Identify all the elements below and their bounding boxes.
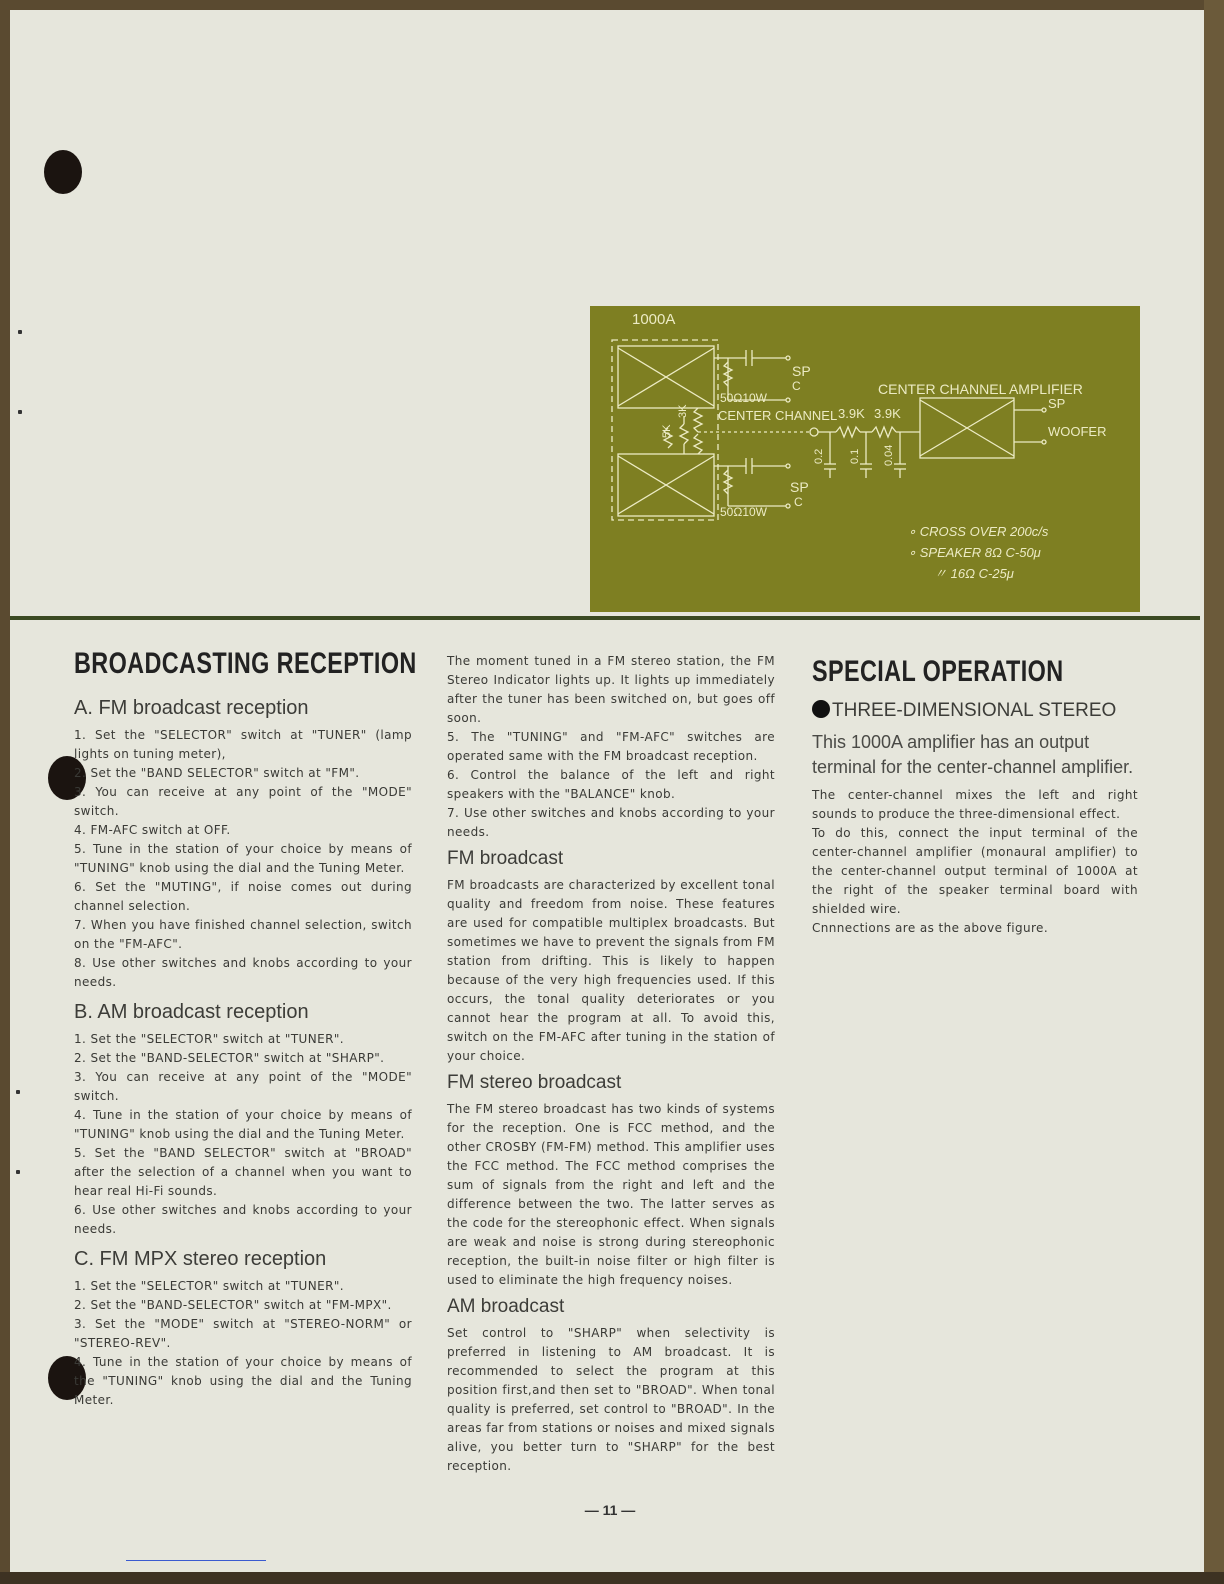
connection-paragraph: To do this, connect the input terminal of the center-channel amplifier (monaural amplifier) to the center-channel output terminal of 1000A at the right of the speaker terminal board with shielded wire. [812,826,1138,916]
list-item: 2. Set the "BAND-SELECTOR" switch at "FM-MPX". [74,1298,392,1312]
am-reception-heading: B. AM broadcast reception [74,1001,309,1023]
diagram-r-39k-b: 3.9K [874,406,901,421]
section-divider [10,616,1200,620]
diagram-note-crossover: ∘ CROSS OVER 200c/s [908,524,1049,539]
diagram-cap-01: 0.1 [849,448,861,464]
list-item: 4. Tune in the station of your choice by means of "TUNING" knob using the dial and the Tuning Meter. [74,1108,412,1141]
diagram-r-top: 50Ω10W [720,391,767,405]
list-item: 5. Set the "BAND SELECTOR" switch at "BROAD" after the selection of a channel when you want to hear real Hi-Fi sounds. [74,1146,412,1198]
am-broadcast-heading: AM broadcast [447,1296,565,1317]
diagram-note-speaker-8: ∘ SPEAKER 8Ω C-50μ [908,545,1041,560]
list-item: 3. Set the "MODE" switch at "STEREO-NORM" or "STEREO-REV". [74,1317,412,1350]
fm-broadcast-heading: FM broadcast [447,848,564,869]
list-item: 1. Set the "SELECTOR" switch at "TUNER". [74,1032,344,1046]
center-channel-lead: This 1000A amplifier has an output terminal for the center-channel amplifier. [812,732,1134,777]
diagram-center-channel-label: CENTER CHANNEL [718,408,838,423]
connection-note: Cnnnections are as the above figure. [812,921,1049,935]
column-broadcast-notes [447,652,775,1476]
list-item: 3. You can receive at any point of the "MODE" switch. [74,1070,412,1103]
list-item: 7. When you have finished channel selection, switch on the "FM-AFC". [74,918,412,951]
list-item: 2. Set the "BAND SELECTOR" switch at "FM". [74,766,360,780]
list-item: 6. Set the "MUTING", if noise comes out during channel selection. [74,880,412,913]
diagram-r-bottom: 50Ω10W [720,505,767,519]
margin-mark [18,410,22,414]
special-operation-title: SPECIAL OPERATION [812,655,1064,688]
bullet-icon [812,700,830,718]
diagram-sp-top: SP [792,363,811,379]
list-item: 1. Set the "SELECTOR" switch at "TUNER". [74,1279,344,1293]
list-item: 8. Use other switches and knobs according to your needs. [74,956,412,989]
list-item: 5. Tune in the station of your choice by means of "TUNING" knob using the dial and the Tuning Meter. [74,842,412,875]
column-special-operation [812,648,1138,938]
diagram-sp-out: SP [1048,396,1066,411]
stereo-indicator-paragraph: The moment tuned in a FM stereo station, the FM Stereo Indicator lights up. It lights up immediately after the tuner has been switched on, but goes off soon. [447,654,775,725]
stray-underline [126,1560,266,1561]
three-dimensional-heading-text: THREE-DIMENSIONAL STEREO [832,700,1117,721]
diagram-c-bottom: C [794,495,803,509]
diagram-cap-004: 0.04 [883,444,895,466]
diagram-cca-label: CENTER CHANNEL AMPLIFIER [878,381,1083,397]
diagram-cap-02: 0.2 [813,448,825,464]
am-broadcast-paragraph: Set control to "SHARP" when selectivity is preferred in listening to AM broadcast. It is recommended to select the program at this position first,and then set to "BROAD". When tonal quality is preferred, set control to "BROAD". In the areas far from stations or noises and mixed signals alive, you better turn to "SHARP" for the best reception. [447,1326,775,1473]
fm-stereo-broadcast-paragraph: The FM stereo broadcast has two kinds of systems for the reception. One is FCC method, and the other CROSBY (FM-FM) method. This amplifier uses the FCC method. The FCC method comprises the sum of signals from the right and left and the difference between the two. The latter serves as the code for the stereophonic effect. When signals are weak and noise is strong during stereophonic reception, the built-in noise filter or high filter is used to eliminate the high frequency noises. [447,1102,775,1287]
list-item: 1. Set the "SELECTOR" switch at "TUNER" (lamp lights on tuning meter), [74,728,412,761]
diagram-r-5k: 5K [661,424,673,438]
center-channel-paragraph: The center-channel mixes the left and right sounds to produce the three-dimensional effect. [812,788,1138,821]
list-item: 3. You can receive at any point of the "MODE" switch. [74,785,412,818]
diagram-model-label: 1000A [632,311,676,328]
circuit-diagram [590,306,1140,612]
diagram-c-top: C [792,379,801,393]
fm-broadcast-paragraph: FM broadcasts are characterized by excellent tonal quality and freedom from noise. These features are used for compatible multiplex broadcasts. But sometimes we have to prevent the signals from FM station from drifting. This is likely to happen because of the very high frequencies used. If this occurs, the tonal quality deteriorates or you cannot hear the program at all. To avoid this, switch on the FM-AFC after tuning in the station of your choice. [447,878,775,1063]
list-item: 2. Set the "BAND-SELECTOR" switch at "SHARP". [74,1051,385,1065]
list-item: 7. Use other switches and knobs according to your needs. [447,806,775,839]
margin-mark [18,330,22,334]
list-item: 6. Control the balance of the left and right speakers with the "BALANCE" knob. [447,768,775,801]
show-through-shadow [980,86,993,131]
fm-stereo-broadcast-heading: FM stereo broadcast [447,1072,622,1093]
list-item: 6. Use other switches and knobs according to your needs. [74,1203,412,1236]
diagram-note-speaker-16: 〃 16Ω C-25μ [934,566,1014,581]
margin-mark [16,1090,20,1094]
diagram-r-3k: 3K [677,404,689,418]
mpx-reception-heading: C. FM MPX stereo reception [74,1248,327,1270]
page-number: — 11 — [584,1502,636,1518]
fm-reception-heading: A. FM broadcast reception [74,697,309,719]
binder-hole-top [44,150,82,194]
list-item: 4. FM-AFC switch at OFF. [74,823,231,837]
page-bottom-edge [0,1572,1224,1584]
list-item: 4. Tune in the station of your choice by means of the "TUNING" knob using the dial and the Tuning Meter. [74,1355,412,1407]
diagram-r-39k-a: 3.9K [838,406,865,421]
diagram-sp-bottom: SP [790,479,809,495]
page-right-edge [1204,0,1224,1584]
broadcasting-reception-title: BROADCASTING RECEPTION [74,647,417,680]
diagram-woofer-label: WOOFER [1048,424,1107,439]
three-dimensional-heading [812,696,1138,726]
circuit-svg [590,306,1140,612]
list-item: 5. The "TUNING" and "FM-AFC" switches are operated same with the FM broadcast reception. [447,730,775,763]
margin-mark [16,1170,20,1174]
column-broadcasting-reception [74,640,417,1410]
